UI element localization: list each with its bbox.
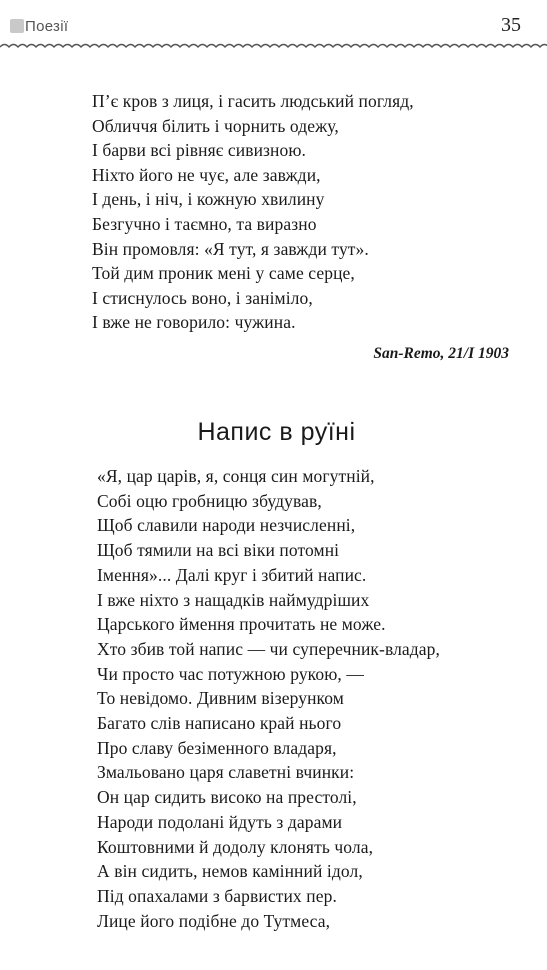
poem-line: Он цар сидить високо на престолі, <box>97 787 357 808</box>
page-number: 35 <box>501 14 521 36</box>
poem-line: Той дим проник мені у саме серце, <box>92 263 355 284</box>
poem-line: Щоб славили народи незчисленні, <box>97 515 356 536</box>
poem-line: Лице його подібне до Тутмеса, <box>97 910 331 931</box>
poem-line: Під опахалами з барвистих пер. <box>97 885 337 906</box>
poem-title: Напис в руїні <box>197 418 356 446</box>
poem-line: Він промовля: «Я тут, я завжди тут». <box>92 238 369 259</box>
poem-line: Про славу безіменного владаря, <box>97 737 337 758</box>
poem-1-stanza <box>92 89 414 335</box>
header-wavy-rule <box>0 40 547 54</box>
poem-line: Ніхто його не чує, але завжди, <box>92 164 321 185</box>
poem-line: І стиснулось воно, і заніміло, <box>92 287 313 308</box>
running-head <box>10 18 68 35</box>
poem-line: Багато слів написано край нього <box>97 713 342 734</box>
poem-line: Щоб тямили на всі віки потомні <box>97 540 340 561</box>
poem-line: Змальовано царя славетні вчинки: <box>97 762 355 783</box>
poem-line: То невідомо. Дивним візерунком <box>97 688 344 709</box>
poem-2-stanza <box>97 464 440 933</box>
poem-line: Чи просто час потужною рукою, — <box>97 663 364 684</box>
poem-line: Коштовними й додолу клонять чола, <box>97 836 374 857</box>
place-date-signature: San-Remo, 21/I 1903 <box>373 345 509 362</box>
poem-line: П’є кров з лиця, і гасить людський погляд, <box>92 91 414 111</box>
poem-line: Безгучно і таємно, та виразно <box>92 213 317 234</box>
poem-line: І барви всі рівняє сивизною. <box>92 140 307 161</box>
poem-line: «Я, цар царів, я, сонця син могутній, <box>97 466 375 486</box>
poem-line: Хто збив той напис — чи суперечник-владар, <box>97 638 440 659</box>
poem-line: Народи подолані йдуть з дарами <box>97 811 343 832</box>
poem-line: І день, і ніч, і кожную хвилину <box>92 189 325 210</box>
poem-line: І вже ніхто з нащадків наймудріших <box>97 589 370 610</box>
poem-line: І вже не говорило: чужина. <box>92 312 296 333</box>
poem-line: Царського ймення прочитать не може. <box>97 614 386 635</box>
poem-line: Собі оцю гробницю збудував, <box>97 490 322 511</box>
poem-line: Обличчя білить і чорнить одежу, <box>92 115 339 136</box>
poem-line: А він сидить, немов камінний ідол, <box>97 861 363 882</box>
poem-line: Імення»... Далі круг і збитий напис. <box>97 564 367 585</box>
section-title: Поезії <box>25 18 69 35</box>
smudge-mark <box>10 19 24 33</box>
